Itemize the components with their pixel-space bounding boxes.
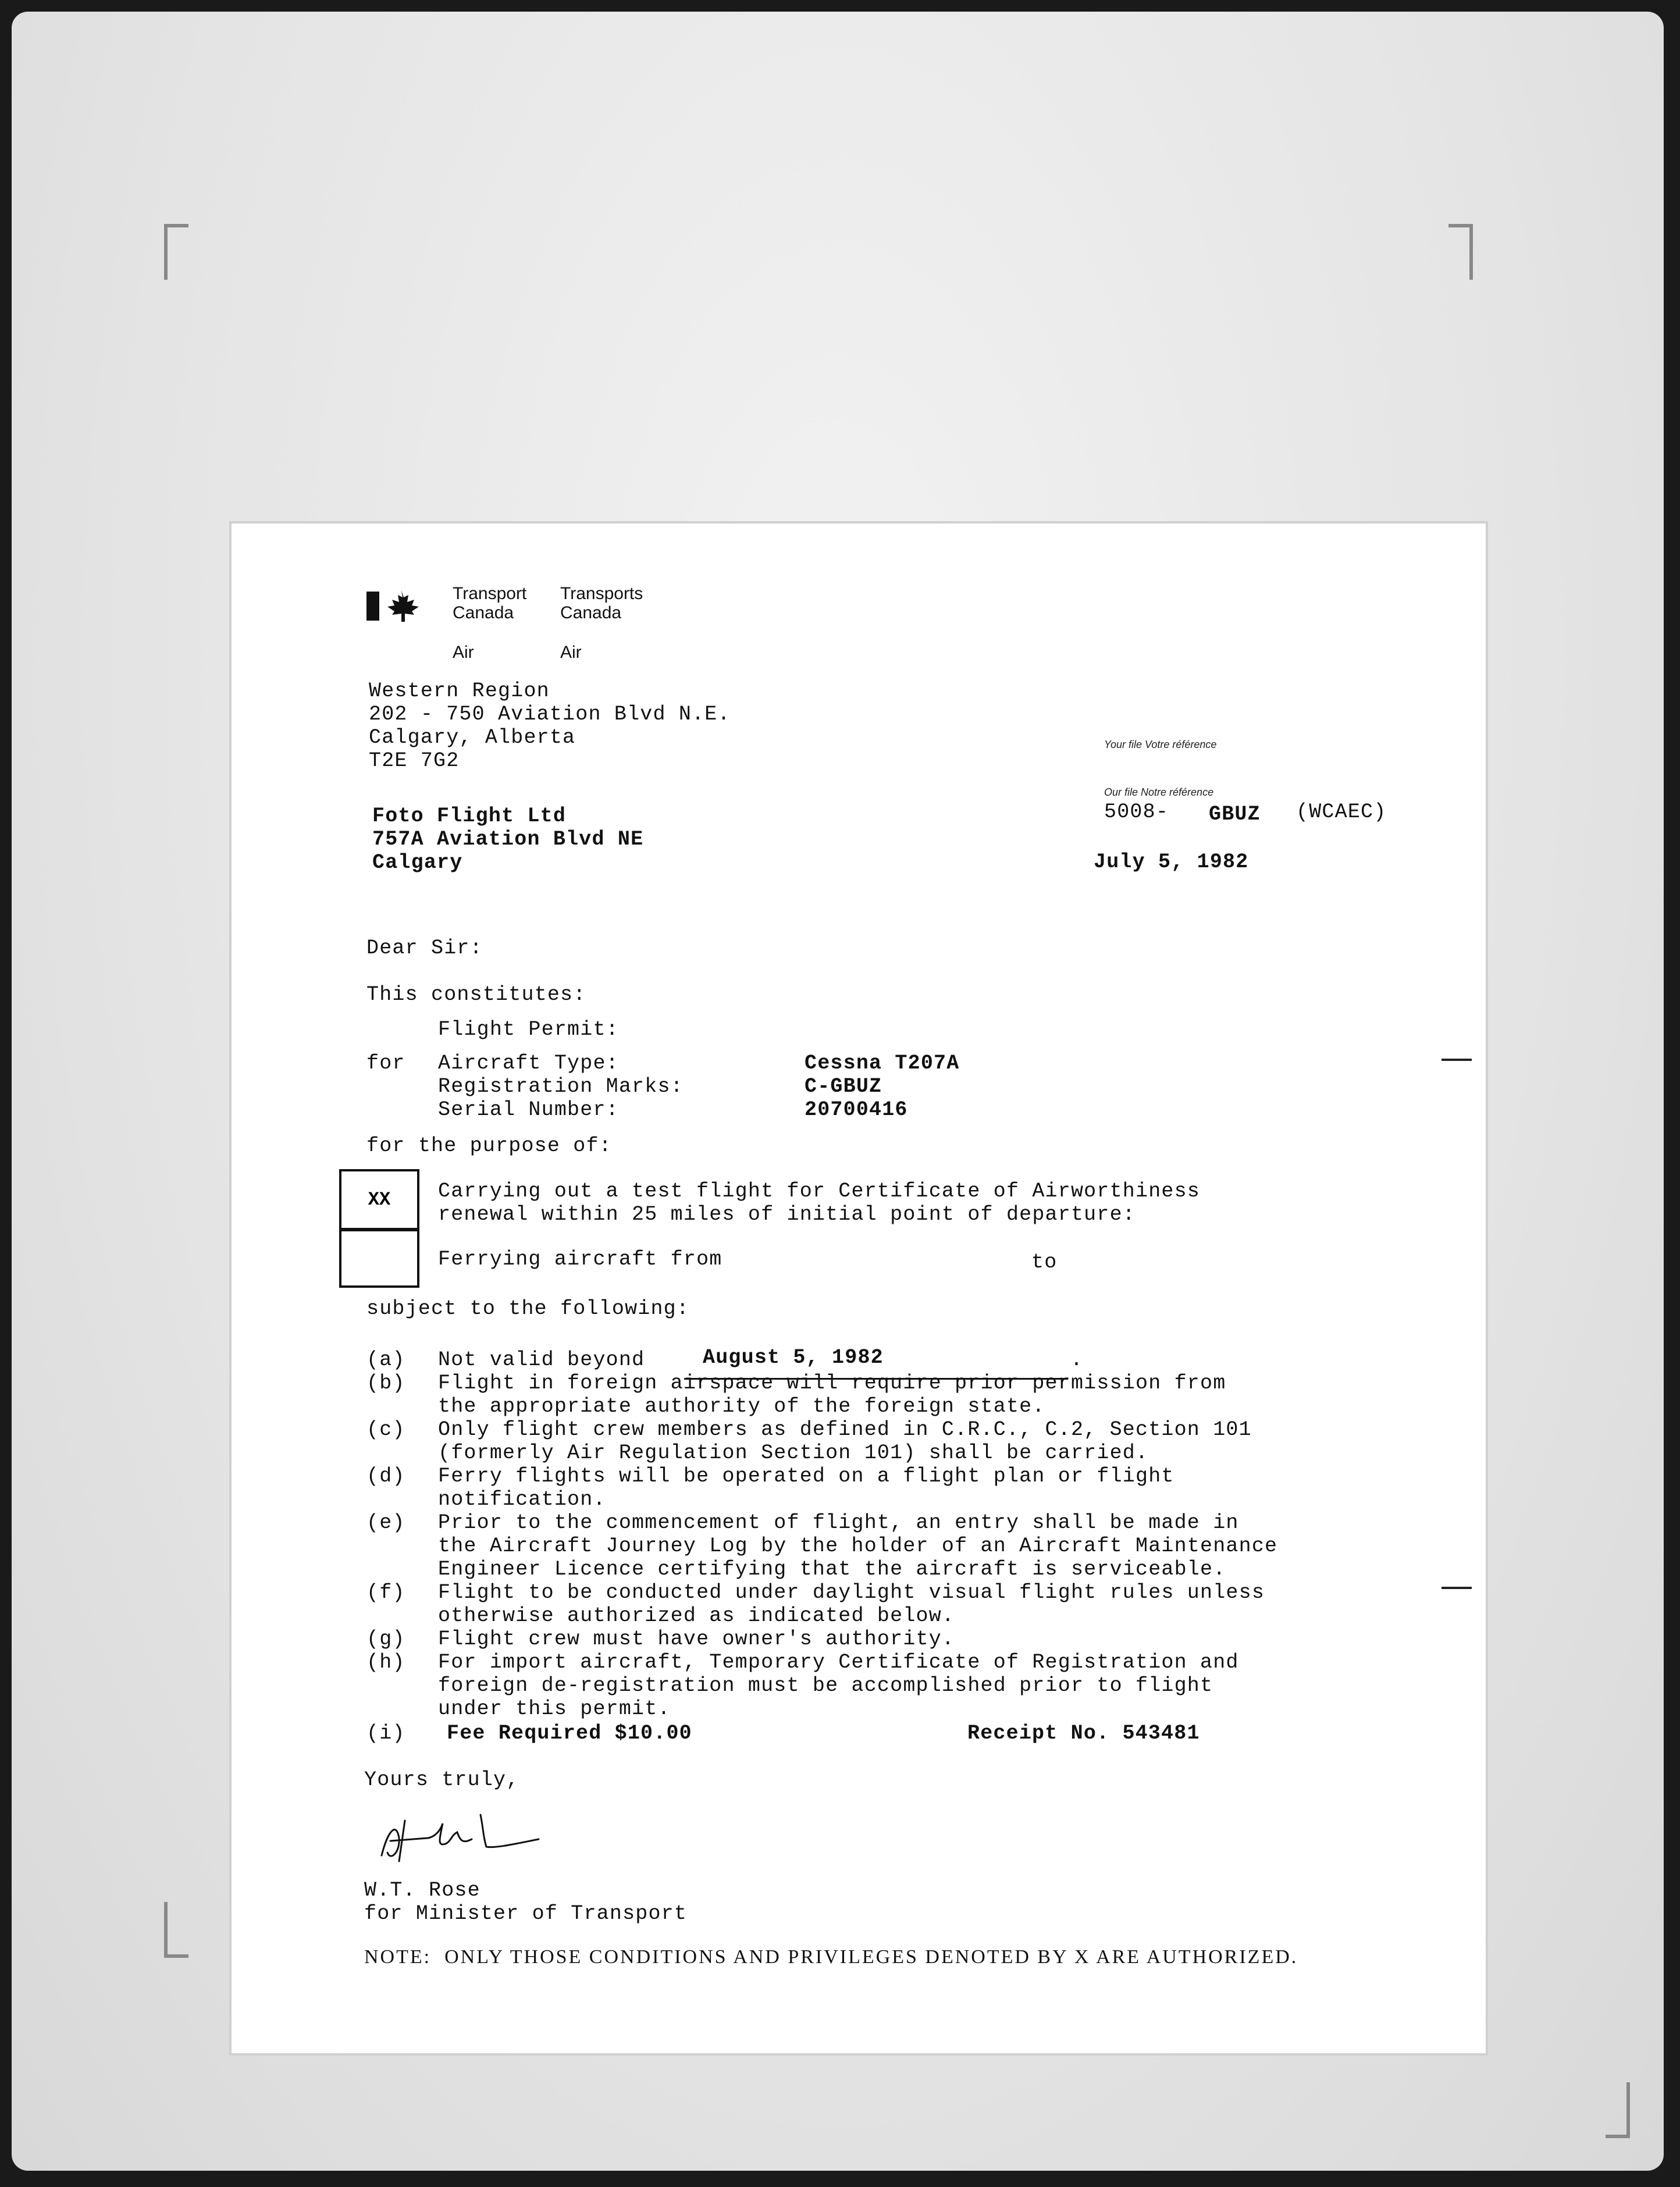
condition-text: Flight crew must have owner's authority. — [438, 1627, 955, 1651]
our-file-label: Our file Notre référence — [1104, 786, 1214, 798]
condition-key: (b) — [366, 1372, 405, 1395]
salutation: Dear Sir: — [366, 936, 483, 960]
crop-mark-bottom-left — [164, 1902, 188, 1958]
recipient-line: 757A Aviation Blvd NE — [372, 828, 644, 851]
recipient-line: Calgary — [372, 851, 463, 874]
condition-text: under this permit. — [438, 1697, 671, 1721]
condition-text: Flight in foreign airspace will require prior permission from — [438, 1372, 1226, 1395]
condition-text: (formerly Air Regulation Section 101) shall be carried. — [438, 1441, 1149, 1465]
condition-text: Not valid beyond — [438, 1348, 645, 1372]
our-file-number: 5008- — [1104, 800, 1169, 824]
crop-mark-top-right — [1448, 224, 1473, 280]
registration-value: C-GBUZ — [805, 1075, 882, 1098]
authorization-note: NOTE: ONLY THOSE CONDITIONS AND PRIVILEGES DENOTED BY X ARE AUTHORIZED. — [364, 1946, 1298, 1968]
crop-mark-top-left — [164, 224, 188, 280]
condition-key: (f) — [366, 1581, 405, 1604]
fee-required: Fee Required $10.00 — [447, 1722, 692, 1745]
scan-frame — [12, 12, 1664, 2171]
subject-label: subject to the following: — [366, 1297, 690, 1320]
aircraft-type-value: Cessna T207A — [805, 1052, 960, 1075]
receipt-number: Receipt No. 543481 — [967, 1722, 1200, 1745]
dept-name-fr: Transports Canada — [560, 584, 643, 622]
valid-until-date: August 5, 1982 — [703, 1346, 884, 1369]
condition-text: Only flight crew members as defined in C.R.C., C.2, Section 101 — [438, 1418, 1252, 1441]
flight-permit-label: Flight Permit: — [438, 1018, 619, 1041]
condition-text: Prior to the commencement of flight, an entry shall be made in — [438, 1511, 1239, 1534]
purpose-label: for the purpose of: — [366, 1134, 612, 1157]
condition-text: Flight to be conducted under daylight visual flight rules unless — [438, 1581, 1265, 1604]
condition-text: notification. — [438, 1488, 606, 1511]
recipient-line: Foto Flight Ltd — [372, 804, 567, 828]
condition-text: otherwise authorized as indicated below. — [438, 1604, 955, 1627]
signature — [364, 1797, 556, 1873]
branch-en: Air — [453, 643, 474, 662]
condition-key: (i) — [366, 1722, 405, 1745]
condition-text: . — [1070, 1348, 1084, 1372]
sender-line: T2E 7G2 — [369, 749, 460, 772]
aircraft-type-label: Aircraft Type: — [438, 1052, 619, 1075]
signer-name: W.T. Rose — [364, 1879, 480, 1902]
letter-date: July 5, 1982 — [1094, 850, 1249, 874]
condition-text: For import aircraft, Temporary Certificate of Registration and — [438, 1651, 1239, 1674]
registration-label: Registration Marks: — [438, 1075, 684, 1098]
purpose-ferry-to: to — [1031, 1251, 1058, 1274]
sender-line: Western Region — [369, 679, 550, 703]
condition-key: (g) — [366, 1627, 405, 1651]
condition-text: the Aircraft Journey Log by the holder of an Aircraft Maintenance — [438, 1534, 1278, 1558]
purpose-checkbox-test-flight[interactable] — [339, 1169, 419, 1230]
condition-key: (c) — [366, 1418, 405, 1441]
serial-label: Serial Number: — [438, 1098, 619, 1121]
margin-mark — [1441, 1059, 1472, 1061]
condition-text: foreign de-registration must be accomplished prior to flight — [438, 1674, 1213, 1697]
letter-page — [232, 523, 1486, 2053]
crop-mark-bottom-right — [1606, 2082, 1630, 2138]
closing-yours: Yours truly, — [364, 1768, 519, 1791]
purpose-ferry-text: Ferrying aircraft from — [438, 1248, 722, 1271]
canada-flag-logo — [365, 585, 429, 625]
condition-key: (a) — [366, 1348, 405, 1372]
purpose-checkbox-ferry[interactable] — [339, 1229, 419, 1288]
for-label: for — [366, 1052, 405, 1075]
condition-key: (d) — [366, 1465, 405, 1488]
condition-key: (e) — [366, 1511, 405, 1534]
margin-mark — [1441, 1587, 1472, 1589]
serial-value: 20700416 — [805, 1098, 908, 1121]
checkbox-mark: XX — [368, 1189, 391, 1210]
condition-text: the appropriate authority of the foreign state. — [438, 1395, 1045, 1418]
dept-name-en: Transport Canada — [453, 584, 527, 622]
condition-text: Engineer Licence certifying that the aircraft is serviceable. — [438, 1558, 1226, 1581]
constitutes-text: This constitutes: — [366, 983, 586, 1006]
your-file-label: Your file Votre référence — [1104, 739, 1217, 750]
condition-text: Ferry flights will be operated on a flight plan or flight — [438, 1465, 1174, 1488]
our-file-suffix: (WCAEC) — [1296, 800, 1387, 824]
condition-key: (h) — [366, 1651, 405, 1674]
sender-line: 202 - 750 Aviation Blvd N.E. — [369, 703, 731, 726]
signer-title: for Minister of Transport — [364, 1902, 688, 1925]
our-file-code: GBUZ — [1209, 803, 1261, 826]
purpose-test-text: Carrying out a test flight for Certificate of Airworthiness — [438, 1180, 1201, 1203]
purpose-test-text: renewal within 25 miles of initial point of departure: — [438, 1203, 1136, 1226]
branch-fr: Air — [560, 643, 582, 662]
sender-line: Calgary, Alberta — [369, 726, 576, 749]
